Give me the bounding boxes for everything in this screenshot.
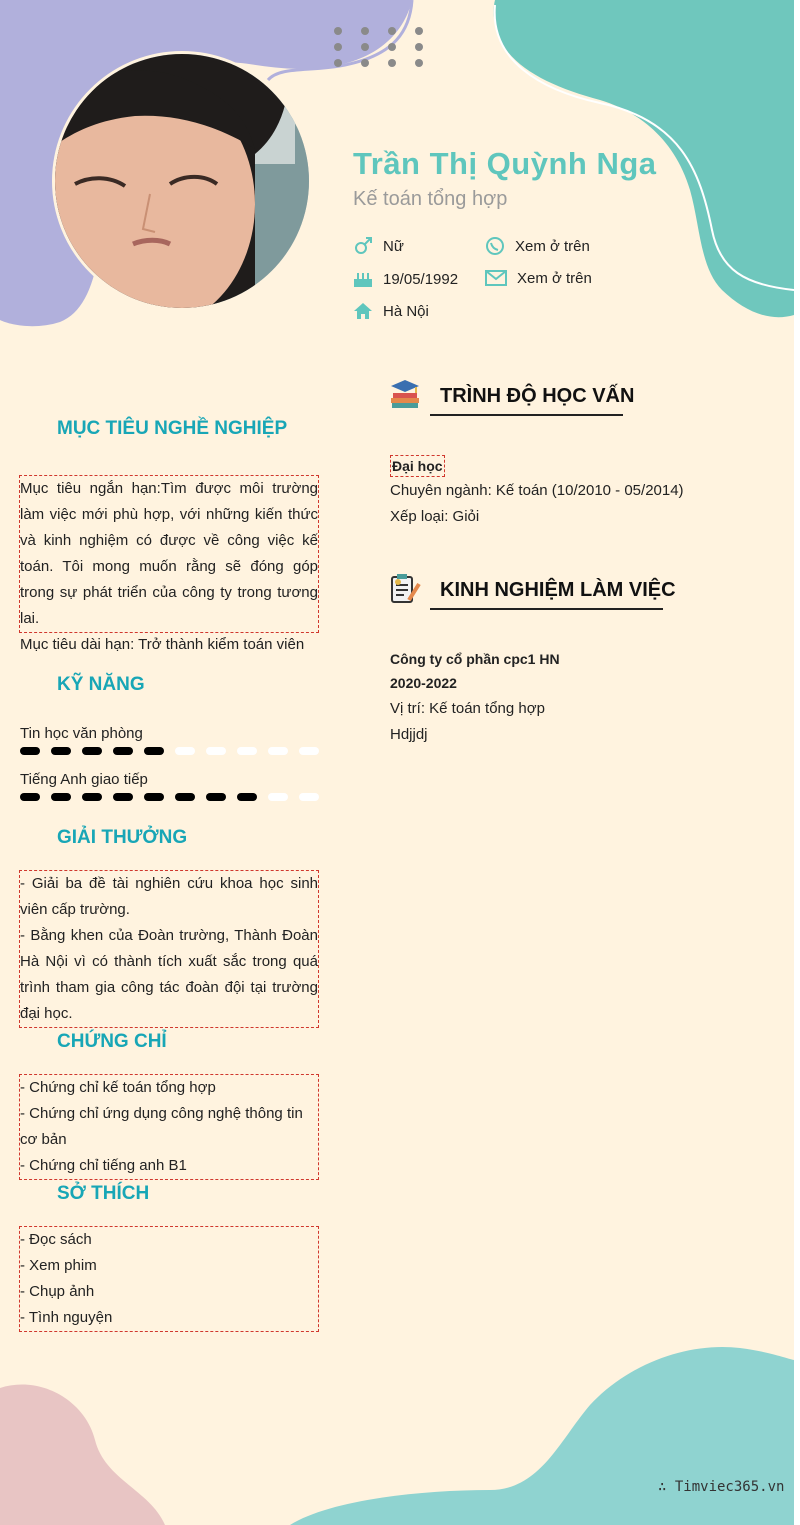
skill-segment-filled (20, 747, 40, 755)
skill-segment-empty (268, 747, 288, 755)
skill-segment-empty (206, 747, 226, 755)
skill-segment-filled (82, 747, 102, 755)
birthday-cake-icon (353, 269, 373, 289)
address-value: Hà Nội (383, 302, 429, 320)
experience-period: 2020-2022 (390, 675, 457, 691)
education-grade: Xếp loại: Giỏi (390, 508, 480, 525)
education-title-underline (430, 414, 623, 416)
skill-segment-filled (144, 793, 164, 801)
hobby-item: - Xem phim (20, 1257, 97, 1274)
address-row (353, 302, 429, 320)
skill-segment-empty (299, 793, 319, 801)
award-item: - Giải ba đề tài nghiên cứu khoa học sinh viên cấp trường. (20, 875, 318, 918)
skill-name-english: Tiếng Anh giao tiếp (20, 771, 148, 788)
hobbies-title: SỞ THÍCH (57, 1183, 150, 1204)
home-icon (353, 302, 373, 320)
email-row (485, 269, 592, 287)
certificates-title: CHỨNG CHỈ (57, 1031, 167, 1052)
skill-segment-filled (206, 793, 226, 801)
skill-segment-empty (268, 793, 288, 801)
certificates-box (19, 1074, 319, 1180)
education-major: Chuyên ngành: Kế toán (10/2010 - 05/2014) (390, 482, 684, 499)
skill-segment-empty (175, 747, 195, 755)
gender-value: Nữ (383, 237, 404, 255)
education-books-icon (389, 378, 421, 410)
skills-title: KỸ NĂNG (57, 674, 145, 695)
skill-segment-filled (144, 747, 164, 755)
skill-bar-office (20, 746, 320, 756)
hobbies-box (19, 1226, 319, 1332)
skill-segment-filled (20, 793, 40, 801)
footer-credit: ∴ Timviec365.vn (658, 1479, 785, 1495)
gender-icon (353, 236, 373, 256)
certificate-item: - Chứng chỉ kế toán tổng hợp (20, 1079, 216, 1096)
experience-position: Vị trí: Kế toán tổng hợp (390, 700, 545, 717)
hobby-item: - Tình nguyện (20, 1309, 113, 1326)
candidate-job-title: Kế toán tổng hợp (353, 188, 508, 210)
envelope-icon (485, 269, 507, 287)
experience-description: Hdjjdj (390, 726, 428, 743)
phone-value: Xem ở trên (515, 237, 590, 255)
certificate-item: - Chứng chỉ ứng dụng công nghệ thông tin cơ bản (20, 1105, 303, 1148)
education-title: TRÌNH ĐỘ HỌC VẤN (440, 385, 635, 407)
awards-box (19, 870, 319, 1028)
email-value: Xem ở trên (517, 269, 592, 287)
hobby-item: - Chụp ảnh (20, 1283, 95, 1300)
career-goal-box (19, 475, 319, 653)
skill-segment-filled (237, 793, 257, 801)
career-goal-title: MỤC TIÊU NGHỀ NGHIỆP (57, 418, 288, 439)
hobby-item: - Đọc sách (20, 1231, 92, 1248)
birthday-value: 19/05/1992 (383, 270, 459, 288)
education-school: Đại học (390, 455, 445, 477)
skill-segment-empty (237, 747, 257, 755)
skill-bar-english (20, 792, 320, 802)
experience-title: KINH NGHIỆM LÀM VIỆC (440, 579, 676, 601)
skill-segment-filled (113, 793, 133, 801)
career-goal-short: Mục tiêu ngắn hạn:Tìm được môi trường làm việc mới phù hợp, với những kiến thức và kinh nghiệm có được về công việc kế toán. Tôi mong muốn rằng sẽ đóng góp trong sự phát triển của công ty trong tương lai. (20, 480, 318, 627)
skill-segment-filled (82, 793, 102, 801)
experience-company: Công ty cổ phần cpc1 HN (390, 651, 560, 667)
experience-clipboard-icon (389, 572, 421, 604)
skill-segment-filled (51, 793, 71, 801)
skill-segment-filled (175, 793, 195, 801)
profile-photo (52, 51, 312, 311)
experience-title-underline (430, 608, 663, 610)
candidate-name: Trần Thị Quỳnh Nga (353, 146, 657, 181)
gender-row (353, 236, 404, 256)
certificate-item: - Chứng chỉ tiếng anh B1 (20, 1157, 187, 1174)
skill-segment-empty (299, 747, 319, 755)
phone-row (485, 236, 590, 256)
skill-name-office: Tin học văn phòng (20, 725, 143, 742)
awards-title: GIẢI THƯỞNG (57, 827, 188, 848)
phone-icon (485, 236, 505, 256)
skill-segment-filled (113, 747, 133, 755)
award-item: - Bằng khen của Đoàn trường, Thành Đoàn Hà Nội vì có thành tích xuất sắc trong quá trình tham gia công tác đoàn đội tại trường đại học. (20, 927, 318, 1022)
birthday-row (353, 269, 458, 289)
skill-segment-filled (51, 747, 71, 755)
career-goal-long: Mục tiêu dài hạn: Trở thành kiểm toán viên (20, 636, 305, 653)
